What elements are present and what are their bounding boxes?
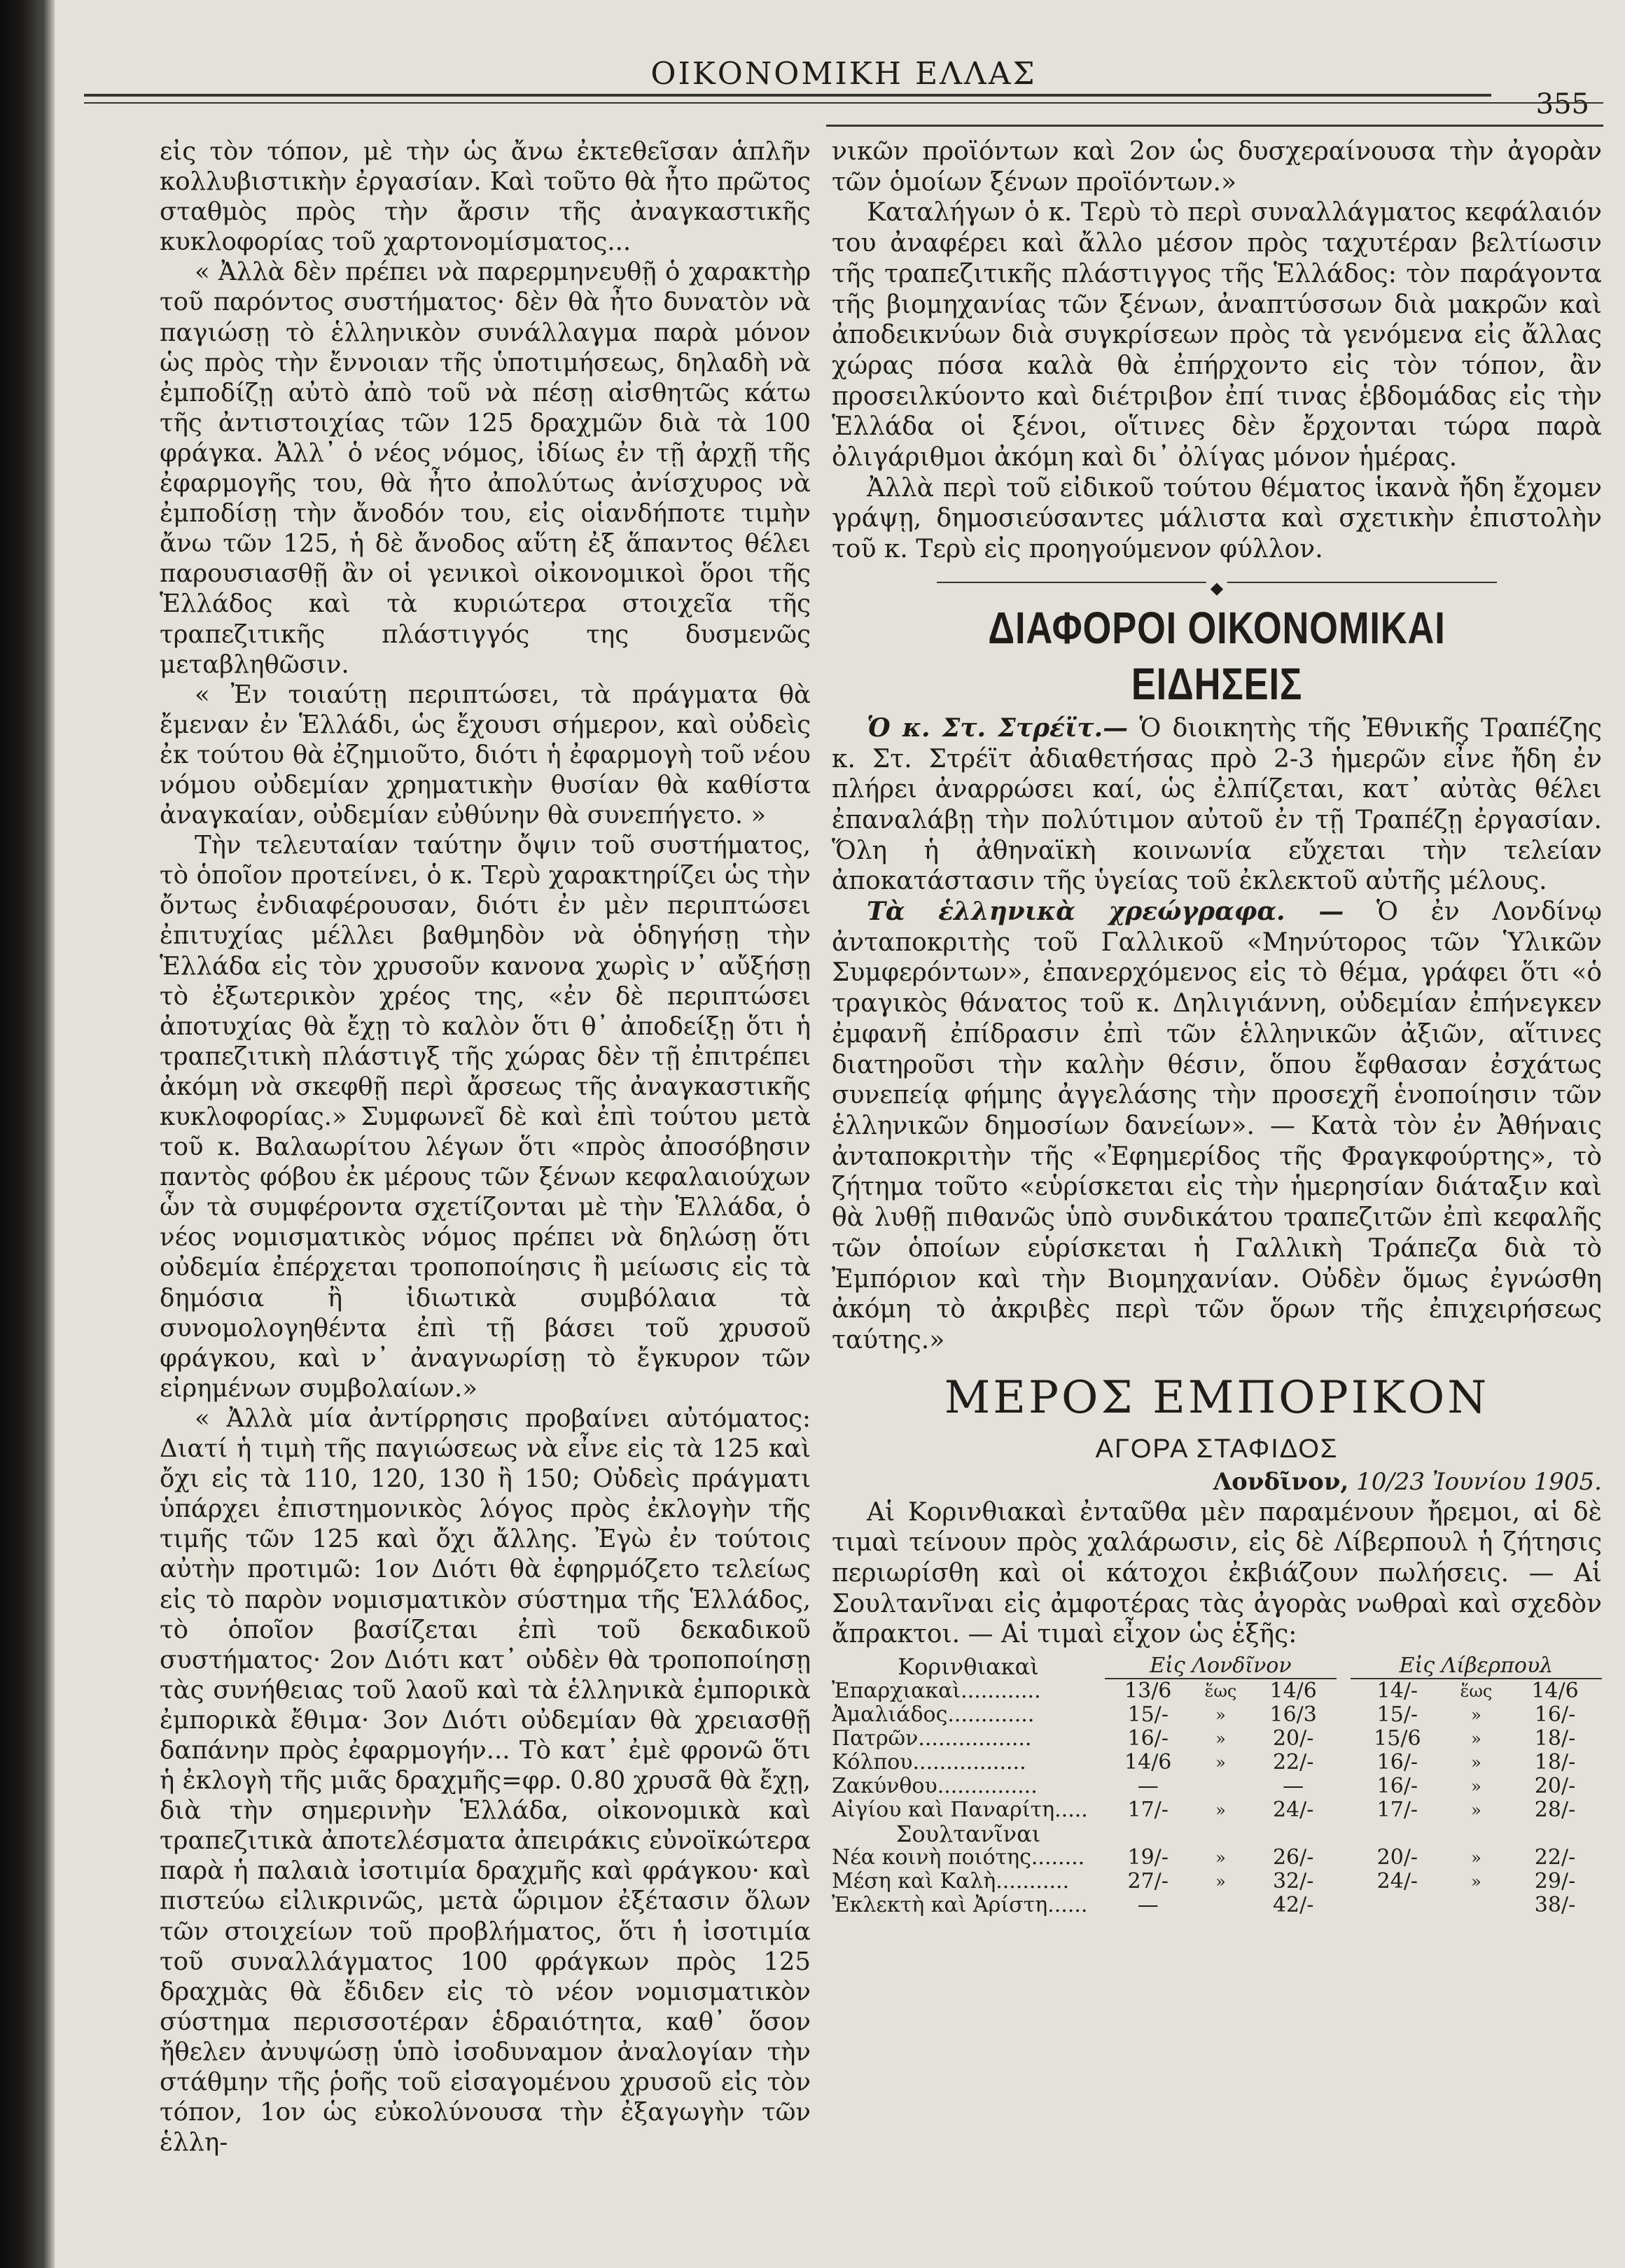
table-row (832, 1798, 1602, 1822)
range-sep: » (1471, 1848, 1481, 1868)
table-row (832, 1703, 1602, 1727)
range-sep: » (1471, 1777, 1481, 1797)
liverpool-low: 16/- (1376, 1750, 1418, 1775)
range-sep: » (1215, 1800, 1226, 1821)
subsection-heading: ΑΓΟΡΑ ΣΤΑΦΙΔΟΣ (1095, 1434, 1339, 1464)
variety-name: Πατρῶν................. (832, 1726, 1032, 1751)
market-report: Αἱ Κορινθιακαὶ ἐνταῦθα μὲν παραμένουν ἤρεμοι, αἱ δὲ τιμαὶ τείνουν πρὸς χαλάρωσιν, εἰς δὲ Λίβερπουλ ἡ ζήτησις περιωρίσθη καὶ οἱ κάτοχοι ἐκβιάζουν πωλήσεις. — Αἱ Σουλτανῖναι εἰς ἀμφοτέρας τὰς ἀγορὰς νωθραὶ καὶ σχεδὸν ἄπρακτοι. — Αἱ τιμαὶ εἶχον ὡς ἑξῆς: (832, 1497, 1602, 1649)
spacer (1337, 1798, 1351, 1822)
london-high: 26/- (1272, 1845, 1314, 1870)
liverpool-high: 14/6 (1531, 1679, 1579, 1704)
paragraph: Καταλήγων ὁ κ. Τερὺ τὸ περὶ συναλλάγματος κεφάλαιόν του ἀναφέρει καὶ ἄλλο μέσον πρὸς ταχυτέραν βελτίωσιν τῆς τραπεζιτικῆς πλάστιγγος τῆς Ἑλλάδος: τὸν παράγοντα τῆς βιομηχανίας τῶν ξένων, ἀναπτύσσων διὰ μακρῶν καὶ ἀποδεικνύων διὰ συγκρίσεων πρὸς τὰ γενόμενα εἰς ἄλλας χώρας πόσα καλὰ θὰ ἐπήρχοντο εἰς τὸν τόπον, ἂν προσειλκύοντο καὶ διέτριβον ἐπί τινας ἑβδομάδας εἰς τὴν Ἑλλάδα οἱ ξένοι, οἵτινες δὲν ἔρχονται τώρα παρὰ ὀλιγάριθμοι ἀκόμη καὶ δι᾽ ὀλίγας μόνον ἡμέρας. (832, 198, 1602, 472)
range-sep (1191, 1774, 1250, 1798)
range-sep: » (1471, 1872, 1481, 1892)
variety-name: Ἐκλεκτὴ καὶ Ἀρίστη...... (832, 1893, 1088, 1918)
paragraph: « Ἀλλὰ μία ἀντίρρησις προβαίνει αὐτόματος: Διατί ἡ τιμὴ τῆς παγιώσεως νὰ εἶνε εἰς τὰ 125 καὶ ὄχι εἰς τὰ 110, 120, 130 ἢ 150; Οὐδεὶς πράγματι ὑπάρχει ἐπιστημονικὸς λόγος πρὸς ἐκλογὴν τῆς τιμῆς τῶν 125 καὶ ὄχι ἄλλης. Ἐγὼ ἐν τούτοις αὐτὴν προτιμῶ: 1ον Διότι θὰ ἐφηρμόζετο τελείως εἰς τὸ παρὸν νομισματικὸν σύστημα τῆς Ἑλλάδος, τὸ ὁποῖον βασίζεται ἐπὶ τοῦ δεκαδικοῦ συστήματος· 2ον Διότι κατ᾽ οὐδὲν θὰ τροποποίησῃ τὰς συνήθειας τοῦ λαοῦ καὶ τὰ ἑλληνικὰ ἐμπορικὰ ἐμπορικὰ ἔθιμα· 3ον Διότι οὐδεμίαν θὰ χρειασθῇ δαπάνην πρὸς ἐφαρμογήν... Τὸ κατ᾽ ἐμὲ φρονῶ ὅτι ἡ ἐκλογὴ τῆς μιᾶς δραχμῆς=φρ. 0.80 χρυσᾶ θὰ ἔχῃ, διὰ τὴν σημερινὴν Ἑλλάδα, οἰκονομικὰ καὶ τραπεζιτικὰ ἀποτελέσματα ἀπειράκις εὐνοϊκώτερα παρὰ ἡ παλαιὰ ἰσοτιμία δραχμῆς καὶ φράγκου· καὶ πιστεύω εἰλικρινῶς, μετὰ ὥριμον ἐξέτασιν ὅλων τῶν στοιχείων τοῦ προβλήματος, ὅτι ἡ ἰσοτιμία τοῦ συναλλάγματος 100 φράγκων πρὸς 125 δραχμὰς θὰ ἔδιδεν εἰς τὸ νέον νομισματικὸν σύστημα περισσοτέραν ἑδραιότητα, καθ᾽ ὅσον ἤθελεν ἀνυψώσῃ ὑπὸ ἰσοδυναμον ἀναλογίαν τὴν στάθμην τῆς ῥοῆς τοῦ εἰσαγομένου χρυσοῦ εἰς τὸν τόπον, 1ον ὡς εὐκολύνουσα τὴν ἐξαγωγὴν τῶν ἑλλη- (160, 1404, 811, 2157)
liverpool-low: 17/- (1376, 1798, 1418, 1823)
news-lead: Τὰ ἑλληνικὰ χρεώγραφα. — (867, 897, 1344, 927)
dateline (832, 1466, 1602, 1497)
header-rule-thin (84, 102, 1603, 104)
variety-name: Ἀμαλιάδος............. (832, 1702, 1035, 1728)
price-table (832, 1654, 1602, 1917)
london-low: — (1137, 1893, 1159, 1918)
news-item (832, 897, 1602, 1356)
liverpool-high: 38/- (1534, 1893, 1576, 1918)
range-sep: ἕως (1460, 1681, 1493, 1702)
liverpool-low (1351, 1893, 1444, 1917)
range-sep: » (1471, 1705, 1481, 1726)
liverpool-high: 18/- (1534, 1726, 1576, 1751)
london-high: 32/- (1272, 1869, 1314, 1894)
range-sep: » (1215, 1729, 1226, 1749)
table-group-row (832, 1822, 1602, 1846)
header-rule-right (826, 125, 1603, 127)
liverpool-high: 18/- (1534, 1750, 1576, 1775)
variety-name: Μέση καὶ Καλὴ........... (832, 1869, 1070, 1894)
news-body: Ὁ ἐν Λονδίνῳ ἀνταποκριτὴς τοῦ Γαλλικοῦ «Μηνύτορος τῶν Ὑλικῶν Συμφερόντων», ἐπανερχόμενος εἰς τὸ θέμα, γράφει ὅτι «ὁ τραγικὸς θάνατος τοῦ κ. Δηλιγιάννη, οὐδεμίαν ἐπήνεγκεν ἐμφανῆ ἐπίδρασιν ἐπὶ τῶν ἑλληνικῶν ἀξιῶν, αἵτινες διατηροῦσι τὴν καλὴν θέσιν, ὅπου ἔφθασαν ἐσχάτως συνεπείᾳ φήμης ἀγγελάσης τὴν προσεχῆ ἑνοποίησιν τῶν ἑλληνικῶν δημοσίων δανείων». — Κατὰ τὸν ἐν Ἀθήναις ἀνταποκριτὴν τῆς «Ἐφημερίδος τῆς Φραγκφούρτης», τὸ ζήτημα τοῦτο «εὑρίσκεται εἰς τὴν ἡμερησίαν διάταξιν καὶ θὰ λυθῇ πιθανῶς ὑπὸ συνδικάτου τραπεζιτῶν ἐπὶ κεφαλῆς τῶν ὁποίων εὑρίσκεται ἡ Γαλλικὴ Τράπεζα διὰ τὸ Ἐμπόριον καὶ τὴν Βιομηχανίαν. Οὐδὲν ὅμως ἐγνώσθη ἀκόμη τὸ ἀκριβὲς περὶ τῶν ὅρων τῆς ἐπιχειρήσεως ταύτης.» (832, 897, 1602, 1354)
section-heading: ΔΙΑΦΟΡΟΙ ΟΙΚΟΝΟΜΙΚΑΙ ΕΙΔΗΣΕΙΣ (988, 602, 1446, 709)
liverpool-high: 16/- (1534, 1702, 1576, 1728)
table-row (832, 1774, 1602, 1798)
range-sep: » (1215, 1848, 1226, 1868)
table-body-sultana (832, 1846, 1602, 1917)
running-title: ΟΙΚΟΝΟΜΙΚΗ ΕΛΛΑΣ (650, 56, 1037, 92)
separator-diamond-icon: ◆ (1206, 573, 1227, 604)
range-sep: » (1471, 1800, 1481, 1821)
page-number: 355 (1535, 88, 1589, 120)
london-high: 24/- (1272, 1798, 1314, 1823)
range-sep (1191, 1893, 1250, 1917)
liverpool-high: 28/- (1534, 1798, 1576, 1823)
range-sep: » (1215, 1705, 1226, 1726)
spacer (1337, 1703, 1351, 1727)
liverpool-low: 20/- (1376, 1845, 1418, 1870)
spacer (1337, 1679, 1351, 1703)
paragraph: « Ἀλλὰ δὲν πρέπει νὰ παρερμηνευθῇ ὁ χαρακτὴρ τοῦ παρόντος συστήματος· δὲν θὰ ἦτο δυνατὸν νὰ παγιώσῃ τὸ ἑλληνικὸν συνάλλαγμα παρὰ μόνον ὡς πρὸς τὴν ἔννοιαν τῆς ὑποτιμήσεως, δηλαδὴ νὰ ἐμποδίζῃ αὐτὸ ἀπὸ τοῦ νὰ πέσῃ αἰσθητῶς κάτω τῆς ἀντιστοιχίας τῶν 125 δραχμῶν διὰ τὰ 100 φράγκα. Ἀλλ᾽ ὁ νέος νόμος, ἰδίως ἐν τῇ ἀρχῇ τῆς ἐφαρμογῆς του, θὰ ἦτο ἀπολύτως ἀνίσχυρος νὰ ἐμποδίσῃ τὴν ἄνοδόν του, εἰς οἱανδήποτε τιμὴν ἄνω τῶν 125, ἡ δὲ ἄνοδος αὕτη ἐξ ἅπαντος θέλει παρουσιασθῇ ἂν οἱ γενικοὶ οἰκονομικοὶ ὅροι τῆς Ἑλλάδος καὶ τὰ κυριώτερα στοιχεῖα τῆς τραπεζιτικῆς πλάστιγγός της δυσμενῶς μεταβληθῶσιν. (160, 258, 811, 679)
london-low: 17/- (1127, 1798, 1169, 1823)
spacer (1337, 1846, 1351, 1870)
variety-name: Αἰγίου καὶ Παναρίτη..... (832, 1798, 1088, 1823)
london-high: 20/- (1272, 1726, 1314, 1751)
group-heading: Κορινθιακαὶ (898, 1653, 1039, 1680)
liverpool-high: 29/- (1534, 1869, 1576, 1894)
variety-name: Ἐπαρχιακαὶ............ (832, 1678, 1041, 1703)
news-lead: Ὁ κ. Στ. Στρέϊτ.— (867, 713, 1129, 743)
news-body: Ὁ διοικητὴς τῆς Ἐθνικῆς Τραπέζης κ. Στ. Στρέϊτ ἀδιαθετήσας πρὸ 2-3 ἡμερῶν εἶνε ἤδη ἐν πλήρει ἀναρρώσει καί, ὡς ἐλπίζεται, κατ᾽ αὐτὰς θέλει ἐπαναλάβῃ τὴν πολύτιμον αὐτοῦ ἐν τῇ Τραπέζῃ ἐργασίαν. Ὅλη ἡ ἀθηναϊκὴ κοινωνία εὔχεται τὴν τελείαν ἀποκατάστασιν τῆς ὑγείας τοῦ ἐκλεκτοῦ αὐτῆς μέλους. (832, 713, 1602, 896)
london-low: 13/6 (1124, 1679, 1172, 1704)
range-sep (1444, 1893, 1508, 1917)
liverpool-low: 15/6 (1374, 1726, 1421, 1751)
left-column (160, 136, 811, 2157)
paragraph: Τὴν τελευταίαν ταύτην ὄψιν τοῦ συστήματος, τὸ ὁποῖον προτείνει, ὁ κ. Τερὺ χαρακτηρίζει ὡς τὴν ὄντως ἐνδιαφέρουσαν, διότι ἐν μὲν περιπτώσει ἐπιτυχίας μέλλει βαθμηδὸν νὰ ὁδηγήσῃ τὴν Ἑλλάδα εἰς τὸν χρυσοῦν κανονα χωρὶς ν᾽ αὔξήσῃ τὸ ἐξωτερικὸν χρέος της, «ἐν δὲ περιπτώσει ἀποτυχίας θὰ ἔχῃ τὸ καλὸν ὅτι θ᾽ ἀποδείξῃ ὅτι ἡ τραπεζιτικὴ πλάστιγξ τῆς χώρας δὲν τῇ ἐπιτρέπει ἀκόμη νὰ σκεφθῇ περὶ ἄρσεως τῆς ἀναγκαστικῆς κυκλοφορίας.» Συμφωνεῖ δὲ καὶ ἐπὶ τούτου μετὰ τοῦ κ. Βαλαωρίτου λέγων ὅτι «πρὸς ἀποσόβησιν παντὸς φόβου ἐκ μέρους τῶν ξένων κεφαλαιούχων ὧν τὰ συμφέροντα σχετίζονται μὲ τὴν Ἑλλάδα, ὁ νέος νομισματικὸς νόμος πρέπει νὰ δηλώσῃ ὅτι οὐδεμία ἐπέρχεται τροποποίησις ἢ μείωσις εἰς τὰ δημόσια ἢ ἰδιωτικὰ συμβόλαια τὰ συνομολογηθέντα ἐπὶ τῇ βάσει τοῦ χρυσοῦ φράγκου, καὶ ν᾽ ἀναγνωρίσῃ τὸ ἔγκυρον τῶν εἰρημένων συμβολαίων.» (160, 831, 811, 1403)
dateline-date: 10/23 Ἰουνίου 1905. (1356, 1467, 1602, 1496)
right-column (832, 136, 1602, 1917)
paragraph: εἰς τὸν τόπον, μὲ τὴν ὡς ἄνω ἐκτεθεῖσαν ἁπλῆν κολλυβιστικὴν ἐργασίαν. Καὶ τοῦτο θὰ ἦτο πρῶτος σταθμὸς πρὸς τὴν ἄρσιν τῆς ἀναγκαστικῆς κυκλοφορίας τοῦ χαρτονομίσματος... (160, 137, 811, 257)
london-low: 27/- (1127, 1869, 1169, 1894)
spacer (1337, 1893, 1351, 1917)
section-heading: ΜΕΡΟΣ ΕΜΠΟΡΙΚΟΝ (944, 1371, 1490, 1424)
london-high: 16/3 (1269, 1702, 1317, 1728)
london-low: 19/- (1127, 1845, 1169, 1870)
table-row (832, 1727, 1602, 1751)
london-low: 16/- (1127, 1726, 1169, 1751)
liverpool-low: 16/- (1376, 1774, 1418, 1799)
liverpool-low: 14/- (1376, 1679, 1418, 1704)
range-sep: » (1215, 1753, 1226, 1773)
london-low: 14/6 (1124, 1750, 1172, 1775)
table-row (832, 1751, 1602, 1774)
column-header-london: Εἰς Λονδῖνον (1105, 1654, 1337, 1679)
dateline-city: Λονδῖνον, (1213, 1467, 1349, 1496)
table-row (832, 1870, 1602, 1893)
spacer (1337, 1727, 1351, 1751)
variety-name: Κόλπου................. (832, 1750, 1026, 1775)
london-low: 15/- (1127, 1702, 1169, 1728)
range-sep: ἕως (1204, 1681, 1237, 1702)
london-high: 22/- (1272, 1750, 1314, 1775)
table-header-row (832, 1654, 1602, 1679)
spacer (1337, 1870, 1351, 1893)
liverpool-low: 15/- (1376, 1702, 1418, 1728)
group-heading: Σουλτανῖναι (895, 1821, 1041, 1848)
variety-name: Ζακύνθου............... (832, 1774, 1038, 1799)
london-high: 14/6 (1269, 1679, 1317, 1704)
separator-rule (832, 572, 1602, 598)
london-high: 42/- (1272, 1893, 1314, 1918)
news-item (832, 713, 1602, 897)
range-sep: » (1471, 1753, 1481, 1773)
range-sep: » (1471, 1729, 1481, 1749)
column-header-liverpool: Εἰς Λίβερπουλ (1351, 1654, 1602, 1679)
liverpool-high: 20/- (1534, 1774, 1576, 1799)
spacer (1337, 1774, 1351, 1798)
spacer (1337, 1751, 1351, 1774)
variety-name: Νέα κοινὴ ποιότης........ (832, 1845, 1085, 1870)
table-row (832, 1893, 1602, 1917)
liverpool-low: 24/- (1376, 1869, 1418, 1894)
london-high: — (1283, 1774, 1304, 1799)
liverpool-high: 22/- (1534, 1845, 1576, 1870)
london-low: — (1137, 1774, 1159, 1799)
paragraph: νικῶν προϊόντων καὶ 2ον ὡς δυσχεραίνουσα τὴν ἀγορὰν τῶν ὁμοίων ξένων προϊόντων.» (832, 137, 1602, 197)
table-row (832, 1679, 1602, 1703)
header-rule (84, 94, 1491, 97)
paragraph: « Ἐν τοιαύτῃ περιπτώσει, τὰ πράγματα θὰ ἔμεναν ἐν Ἑλλάδι, ὡς ἔχουσι σήμερον, καὶ οὐδεὶς ἐκ τούτου θὰ ἐζημιοῦτο, διότι ἡ ἐφαρμογὴ τοῦ νέου νόμου οὐδεμίαν χρηματικὴν θυσίαν θὰ καθίστα ἀναγκαίαν, οὐδεμίαν εὐθύνην θὰ συνεπήγετο. » (160, 680, 811, 830)
binding-gutter (0, 0, 55, 2268)
range-sep: » (1215, 1872, 1226, 1892)
table-row (832, 1846, 1602, 1870)
table-row (832, 1822, 1602, 1846)
table-body-corinth (832, 1679, 1602, 1822)
paragraph: Ἀλλὰ περὶ τοῦ εἰδικοῦ τούτου θέματος ἱκανὰ ἤδη ἔχομεν γράψῃ, δημοσιεύσαντες μάλιστα καὶ σχετικὴν ἐπιστολὴν τοῦ κ. Τερὺ εἰς προηγούμενον φύλλον. (832, 473, 1602, 564)
